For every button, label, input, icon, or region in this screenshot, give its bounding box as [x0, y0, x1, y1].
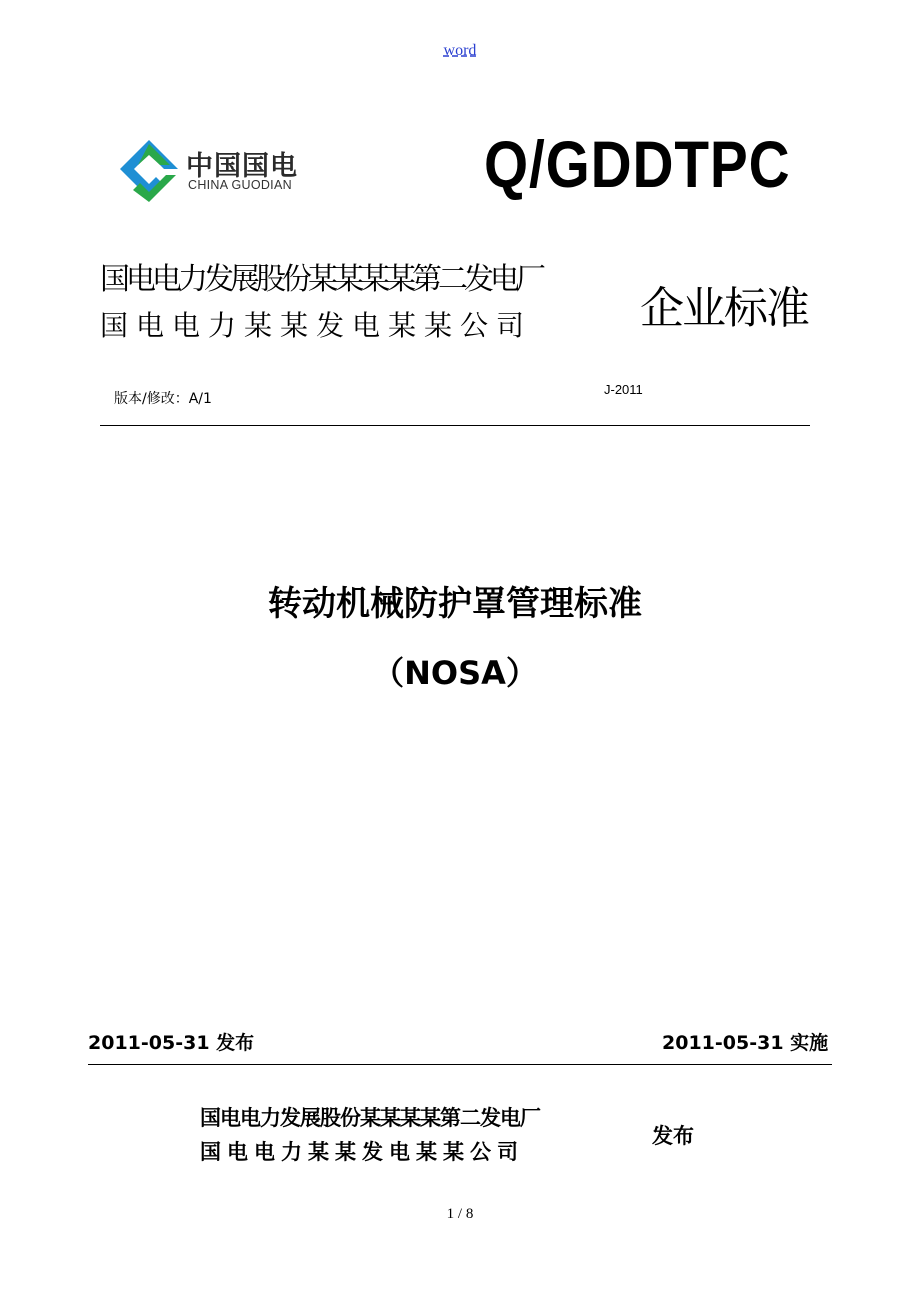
publisher-line-2: 国电电力某某发电某某公司: [200, 1140, 524, 1164]
company-logo: [118, 138, 308, 204]
header-link[interactable]: word: [443, 42, 477, 59]
publisher-line-1: 国电电力发展股份某某某某第二发电厂: [200, 1106, 540, 1130]
document-number: J-2011: [604, 382, 643, 397]
header-divider: [100, 425, 810, 426]
document-title: 转动机械防护罩管理标准: [268, 584, 642, 624]
document-subtitle: （NOSA）: [372, 654, 538, 692]
logo-mark-icon: [118, 138, 180, 204]
version-label: 版本/修改：A/1: [114, 391, 212, 407]
logo-name-cn: 中国国电: [186, 151, 298, 182]
organization-line-2: 国电电力某某发电某某公司: [100, 309, 533, 342]
logo-name-en: CHINA GUODIAN: [188, 178, 292, 192]
implementation-date: 2011-05-31 实施: [662, 1032, 829, 1054]
standard-type: 企业标准: [640, 283, 808, 334]
organization-line-1: 国电电力发展股份某某某某第二发电厂: [100, 262, 542, 297]
publisher-label: 发布: [652, 1124, 694, 1148]
footer-divider: [88, 1064, 832, 1065]
standard-code: Q/GDDTPC: [484, 127, 791, 201]
page-number: 1 / 8: [446, 1206, 474, 1222]
publish-date: 2011-05-31 发布: [88, 1032, 255, 1054]
